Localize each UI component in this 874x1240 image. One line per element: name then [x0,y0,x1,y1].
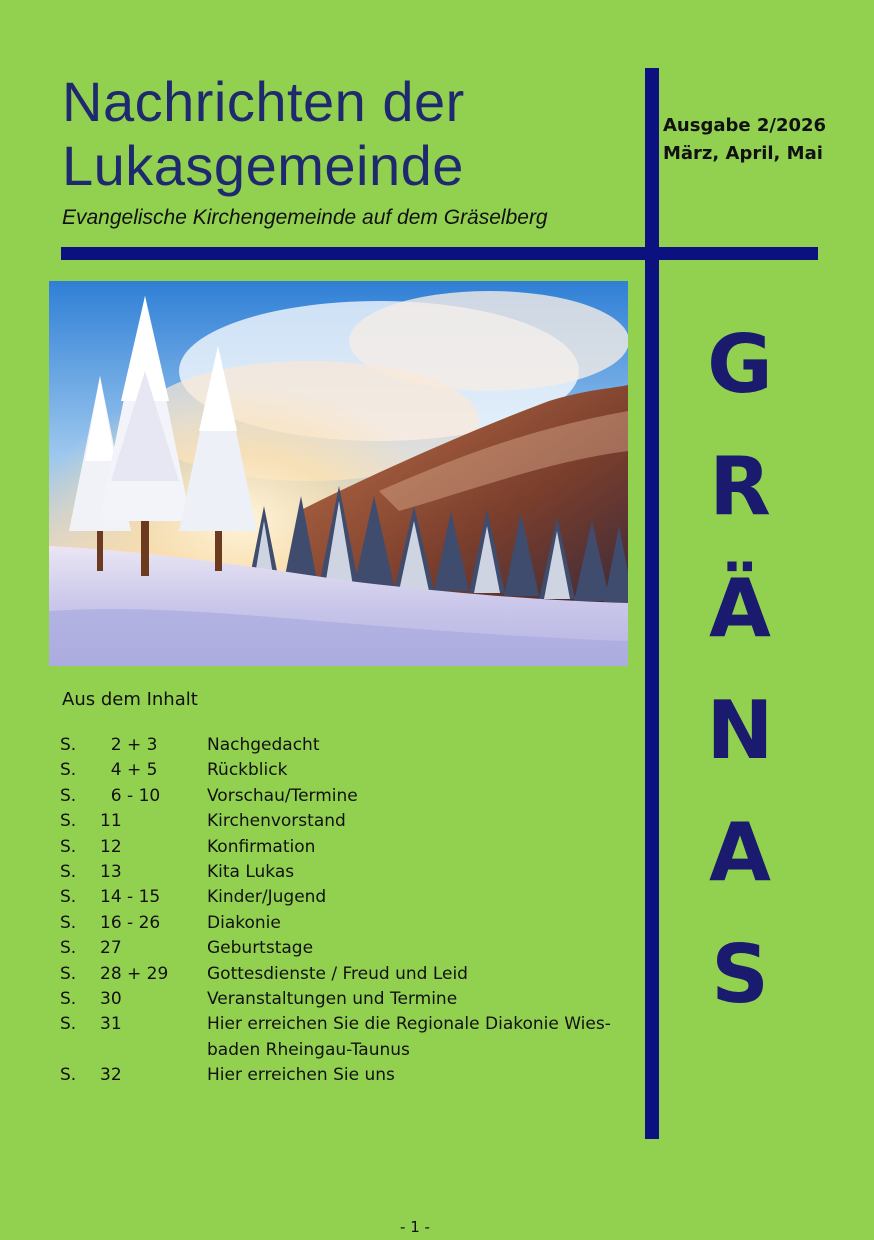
cross-horizontal-bar [61,247,818,260]
toc-heading: Aus dem Inhalt [62,689,198,710]
vertical-letter: N [706,684,774,777]
toc-title: Diakonie [207,912,281,933]
toc-row [60,733,640,758]
toc-row [60,1063,640,1088]
toc-prefix [60,1038,100,1063]
vertical-letter: G [707,318,773,411]
toc-page: 31 [100,1014,122,1035]
toc-row [60,911,640,936]
toc-prefix: S. [60,735,77,755]
toc-title: baden Rheingau-Taunus [207,1039,410,1060]
toc-page: 30 [100,989,122,1010]
title-line-2: Lukasgemeinde [62,134,464,197]
toc-prefix: S. [60,938,77,959]
toc-prefix: S. [60,760,77,781]
vertical-letter: Ä [709,562,771,655]
toc-title: Konfirmation [207,836,316,857]
toc-page: 2 + 3 [100,735,158,755]
toc-title: Kita Lukas [207,862,295,883]
toc-row [60,809,640,834]
vertical-letter: S [711,928,769,1021]
toc-page: 28 + 29 [100,963,169,984]
toc-title: Hier erreichen Sie uns [207,1065,395,1086]
toc-title: Vorschau/Termine [207,785,358,806]
newsletter-title [62,70,642,198]
toc-page [100,1038,207,1063]
vertical-letter: R [709,440,771,533]
toc-prefix: S. [60,836,77,857]
toc-title: Hier erreichen Sie die Regionale Diakonie Wies- [207,1014,611,1035]
toc-title: Kinder/Jugend [207,887,327,908]
toc-title: Geburtstage [207,938,314,959]
toc-page: 4 + 5 [100,760,158,781]
toc-prefix: S. [60,963,77,984]
toc-page: 6 - 10 [100,785,161,806]
toc-title: Kirchenvorstand [207,811,346,832]
toc-page: 27 [100,938,122,959]
toc-page: 16 - 26 [100,912,161,933]
toc-title: Gottesdienste / Freud und Leid [207,963,468,984]
title-line-1: Nachrichten der [62,70,465,133]
toc-row [60,987,640,1012]
toc-prefix: S. [60,811,77,832]
toc-row [60,936,640,961]
vertical-word-graenas [685,315,795,1047]
issue-info [663,112,826,168]
toc-prefix: S. [60,912,77,933]
toc-title: Nachgedacht [207,735,320,755]
toc-page: 13 [100,862,122,883]
cross-vertical-bar [645,68,659,1139]
toc-prefix: S. [60,887,77,908]
issue-number: Ausgabe 2/2026 [663,115,827,136]
toc-prefix: S. [60,1014,77,1035]
toc-row [60,962,640,987]
toc-row [60,758,640,783]
toc-page: 12 [100,836,122,857]
page-number: - 1 - [400,1218,430,1236]
vertical-letter: A [709,806,771,899]
toc-row [60,860,640,885]
toc-row [60,885,640,910]
toc-prefix: S. [60,862,77,883]
toc-page: 14 - 15 [100,887,161,908]
subtitle: Evangelische Kirchengemeinde auf dem Gräselberg [62,206,548,229]
toc-title: Rückblick [207,760,288,781]
toc-prefix: S. [60,1065,77,1086]
toc-row [60,1038,640,1063]
toc-page: 32 [100,1065,122,1086]
toc-title: Veranstaltungen und Termine [207,989,458,1010]
toc-page: 11 [100,811,122,832]
toc-prefix: S. [60,785,77,806]
toc-row [60,835,640,860]
issue-months: März, April, Mai [663,143,823,164]
table-of-contents [60,733,640,1089]
winter-landscape-photo [49,281,628,666]
toc-prefix: S. [60,989,77,1010]
toc-row [60,784,640,809]
toc-row [60,1012,640,1037]
